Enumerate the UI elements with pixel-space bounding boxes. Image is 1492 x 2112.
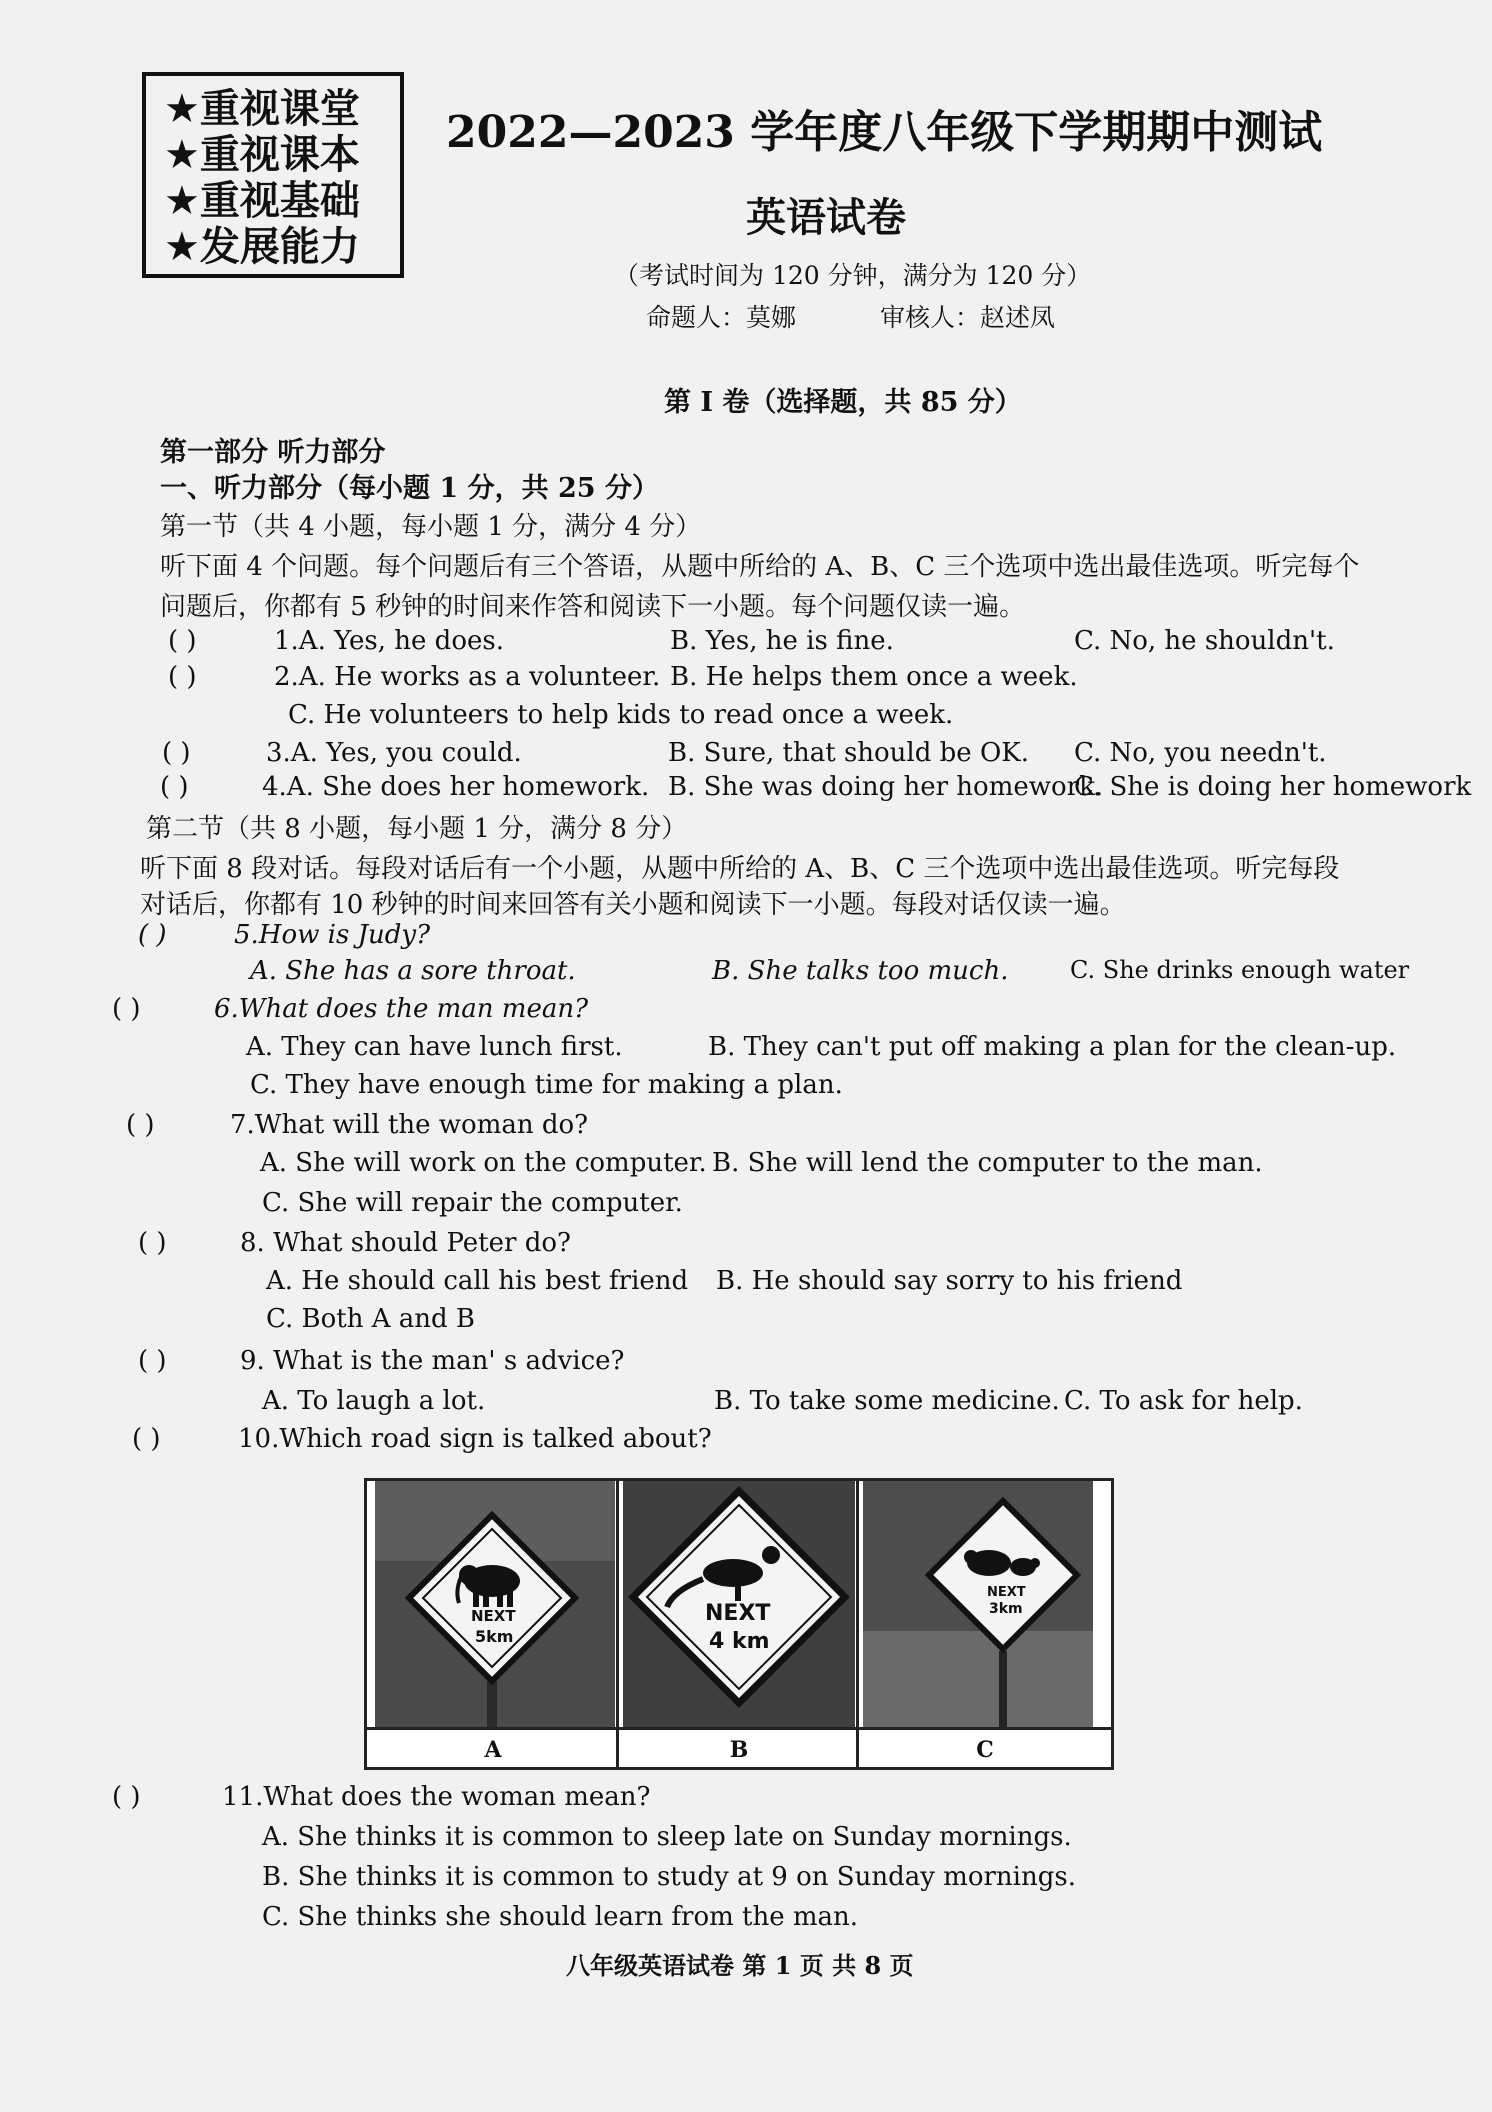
option-c: C. She drinks enough water [1070,956,1410,984]
reviewer: 审核人：赵述凤 [880,303,1056,332]
question-11: 11.What does the woman mean? [222,1782,651,1812]
exam-title: 2022—2023 学年度八年级下学期期中测试 [446,107,1323,158]
option-a: A. She thinks it is common to sleep late on Sunday mornings. [262,1822,1072,1852]
option-b: B. They can't put off making a plan for the clean-up. [708,1032,1397,1062]
option-a: A. They can have lunch first. [246,1032,623,1062]
page-footer: 八年级英语试卷 第 1 页 共 8 页 [566,1951,914,1980]
question-9: 9. What is the man' s advice? [240,1346,625,1376]
exam-info: （考试时间为 120 分钟，满分为 120 分） [614,261,1092,290]
option-a: A. She has a sore throat. [250,956,576,986]
option-b: B. Yes, he is fine. [670,626,894,656]
sign-label-b: B [619,1727,859,1770]
answer-blank[interactable]: ( ) [168,626,197,656]
option-c: C. Both A and B [266,1304,476,1334]
option-a: A. To laugh a lot. [262,1386,486,1416]
sign-text-distance: 5km [475,1627,514,1646]
option-c: C. To ask for help. [1064,1386,1303,1416]
question-3: 3.A. Yes, you could. [266,738,522,768]
answer-blank[interactable]: ( ) [126,1110,155,1140]
part1-subheading: 一、听力部分（每小题 1 分，共 25 分） [160,473,659,504]
option-c: C. She is doing her homework [1074,772,1472,802]
option-c: C. No, you needn't. [1074,738,1327,768]
option-b: B. To take some medicine. [714,1386,1060,1416]
answer-blank[interactable]: ( ) [112,994,141,1024]
exam-subtitle: 英语试卷 [746,194,906,241]
motto-line: ★重视课本 [164,132,360,178]
question-4: 4.A. She does her homework. [262,772,650,802]
figure-divider [616,1481,619,1767]
option-a: A. She will work on the computer. [260,1148,707,1178]
section2-instruction: 听下面 8 段对话。每段对话后有一个小题，从题中所给的 A、B、C 三个选项中选出最佳选项。听完每段 [140,854,1340,884]
option-c: C. She thinks she should learn from the man. [262,1902,859,1932]
question-8: 8. What should Peter do? [240,1228,571,1258]
answer-blank[interactable]: ( ) [160,772,189,802]
sign-text-next: NEXT [471,1607,516,1625]
option-b: B. Sure, that should be OK. [668,738,1029,768]
question-1: 1.A. Yes, he does. [274,626,504,656]
option-b: B. She talks too much. [712,956,1009,986]
sign-photo-a [375,1481,615,1727]
question-7: 7.What will the woman do? [230,1110,589,1140]
part1-heading: 第一部分 听力部分 [160,437,386,468]
option-c: C. No, he shouldn't. [1074,626,1335,656]
option-b: B. He should say sorry to his friend [716,1266,1183,1296]
section2-instruction: 对话后，你都有 10 秒钟的时间来回答有关小题和阅读下一小题。每段对话仅读一遍。 [140,890,1126,920]
option-a: A. He should call his best friend [266,1266,689,1296]
section1-instruction: 问题后，你都有 5 秒钟的时间来作答和阅读下一小题。每个问题仅读一遍。 [160,592,1026,622]
option-b: B. He helps them once a week. [670,662,1078,692]
option-c: C. She will repair the computer. [262,1188,683,1218]
sign-text-next: NEXT [987,1585,1026,1600]
motto-line: ★重视基础 [164,178,360,224]
sign-photo-c [863,1481,1093,1727]
section1-heading: 第一节（共 4 小题，每小题 1 分，满分 4 分） [160,512,702,542]
motto-box [142,72,404,278]
option-b: B. She was doing her homework. [668,772,1104,802]
answer-blank[interactable]: ( ) [132,1424,161,1454]
sign-label-c: C [859,1727,1111,1770]
option-c: C. They have enough time for making a plan. [250,1070,843,1100]
motto-line: ★发展能力 [164,224,360,270]
sign-label-a: A [367,1727,619,1770]
road-sign-figure [364,1478,1114,1770]
sign-text-next: NEXT [705,1601,771,1626]
question-2: 2.A. He works as a volunteer. [274,662,661,692]
question-10: 10.Which road sign is talked about? [238,1424,712,1454]
answer-blank[interactable]: ( ) [112,1782,141,1812]
answer-blank[interactable]: ( ) [138,920,167,950]
option-c: C. He volunteers to help kids to read once a week. [288,700,954,730]
sign-text-distance: 4 km [709,1629,770,1654]
question-5: 5.How is Judy? [234,920,431,950]
option-b: B. She will lend the computer to the man. [712,1148,1263,1178]
section1-instruction: 听下面 4 个问题。每个问题后有三个答语，从题中所给的 A、B、C 三个选项中选出最佳选项。听完每个 [160,552,1360,582]
option-b: B. She thinks it is common to study at 9 on Sunday mornings. [262,1862,1076,1892]
answer-blank[interactable]: ( ) [168,662,197,692]
answer-blank[interactable]: ( ) [138,1228,167,1258]
volume-heading: 第 I 卷（选择题，共 85 分） [664,387,1022,418]
answer-blank[interactable]: ( ) [162,738,191,768]
motto-line: ★重视课堂 [164,86,360,132]
sign-text-distance: 3km [989,1601,1023,1617]
setter: 命题人：莫娜 [646,303,797,332]
figure-divider [856,1481,859,1767]
answer-blank[interactable]: ( ) [138,1346,167,1376]
question-6: 6.What does the man mean? [214,994,589,1024]
section2-heading: 第二节（共 8 小题，每小题 1 分，满分 8 分） [146,814,688,844]
sign-photo-b [623,1481,855,1727]
